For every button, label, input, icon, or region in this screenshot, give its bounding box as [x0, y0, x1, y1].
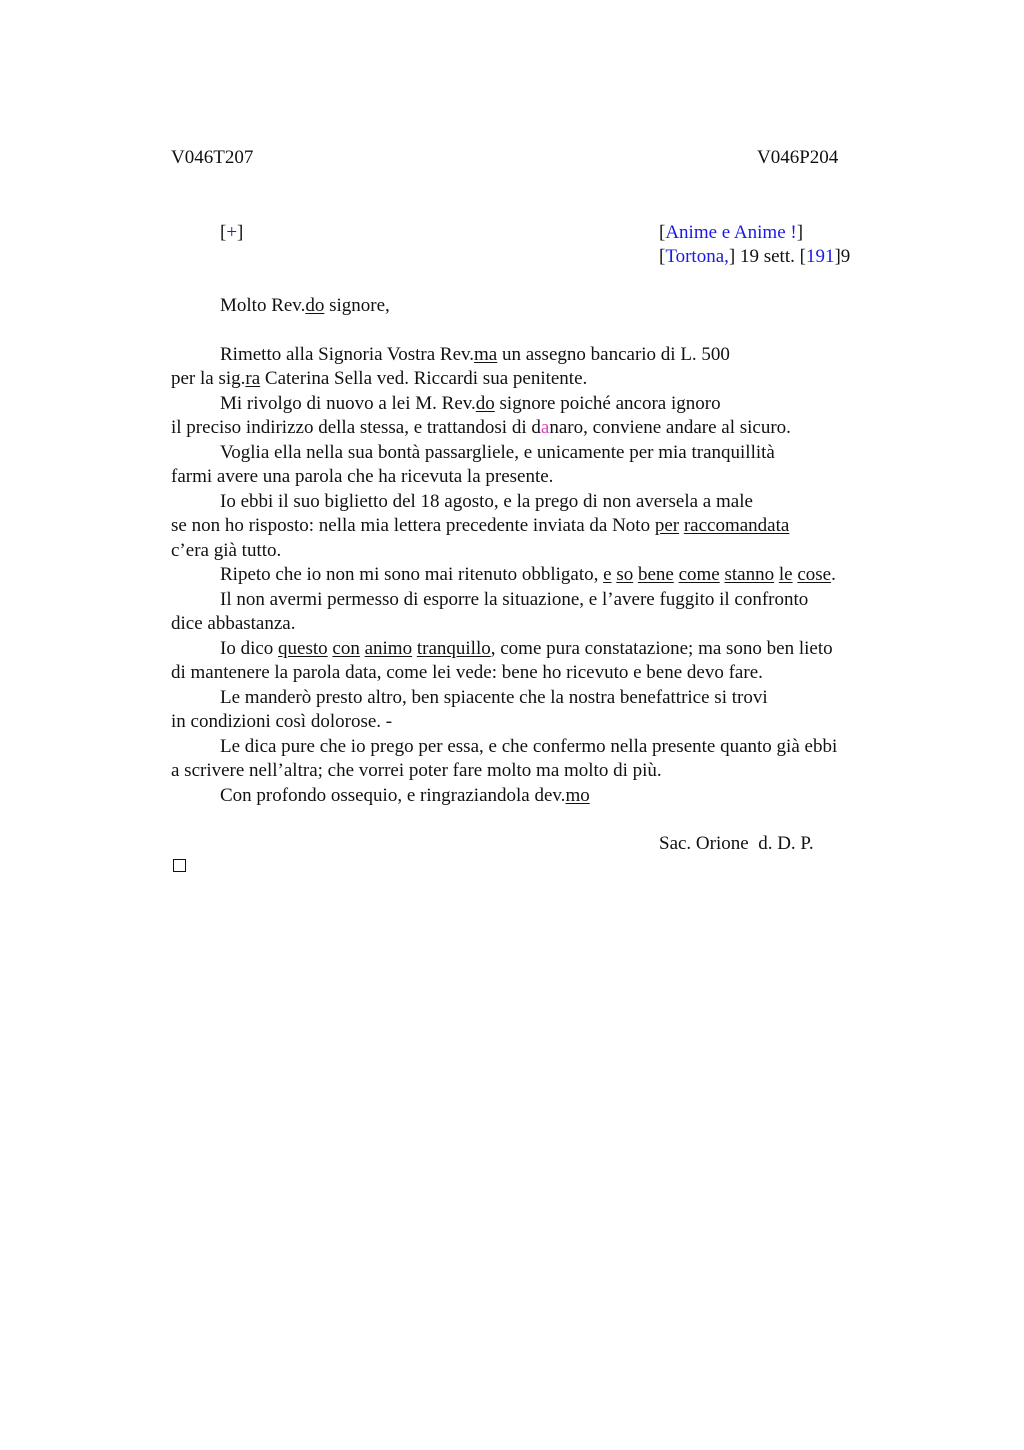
- title-text: Anime e Anime !: [665, 222, 797, 243]
- place-date: [Tortona,] 19 sett. [191]9: [659, 246, 851, 267]
- cross-marker: [+]: [220, 222, 244, 243]
- letter-line: Io ebbi il suo biglietto del 18 agosto, e la prego di non aversela a male: [220, 491, 753, 512]
- letter-line: se non ho risposto: nella mia lettera precedente inviata da Noto per raccomandata: [171, 515, 790, 536]
- document-code-left: V046T207: [171, 147, 254, 168]
- letter-line: di mantenere la parola data, come lei vede: bene ho ricevuto e bene devo fare.: [171, 662, 763, 683]
- salutation: Molto Rev.do signore,: [220, 295, 390, 316]
- letter-line: Voglia ella nella sua bontà passargliele, e unicamente per mia tranquillità: [220, 442, 775, 463]
- letter-line: Ripeto che io non mi sono mai ritenuto obbligato, e so bene come stanno le cose.: [220, 564, 836, 585]
- document-code-right: V046P204: [757, 147, 839, 168]
- letter-line: Con profondo ossequio, e ringraziandola dev.mo: [220, 785, 590, 806]
- letter-line: Mi rivolgo di nuovo a lei M. Rev.do signore poiché ancora ignoro: [220, 393, 721, 414]
- letter-line: dice abbastanza.: [171, 613, 296, 634]
- year-prefix: 191: [805, 246, 835, 267]
- variant-letter: a: [540, 417, 550, 438]
- letter-title: [Anime e Anime !]: [659, 222, 804, 243]
- letter-line: farmi avere una parola che ha ricevuta la presente.: [171, 466, 554, 487]
- letter-line: c’era già tutto.: [171, 540, 282, 561]
- letter-line: per la sig.ra Caterina Sella ved. Riccardi sua penitente.: [171, 368, 588, 389]
- letter-line: Il non avermi permesso di esporre la situazione, e l’avere fuggito il confronto: [220, 589, 809, 610]
- letter-line: in condizioni così dolorose. -: [171, 711, 393, 732]
- letter-line: Io dico questo con animo tranquillo, come pura constatazione; ma sono ben lieto: [220, 638, 833, 659]
- place-name: Tortona,: [665, 246, 729, 267]
- letter-line: Le manderò presto altro, ben spiacente che la nostra benefattrice si trovi: [220, 687, 768, 708]
- letter-line: a scrivere nell’altra; che vorrei poter fare molto ma molto di più.: [171, 760, 662, 781]
- end-box-icon: [173, 859, 186, 872]
- letter-line: Le dica pure che io prego per essa, e che confermo nella presente quanto già ebbi: [220, 736, 838, 757]
- letter-line: il preciso indirizzo della stessa, e trattandosi di danaro, conviene andare al sicuro.: [171, 417, 791, 438]
- letter-line: Rimetto alla Signoria Vostra Rev.ma un assegno bancario di L. 500: [220, 344, 730, 365]
- cross-symbol: +: [226, 222, 238, 243]
- signature: Sac. Orione d. D. P.: [659, 833, 814, 854]
